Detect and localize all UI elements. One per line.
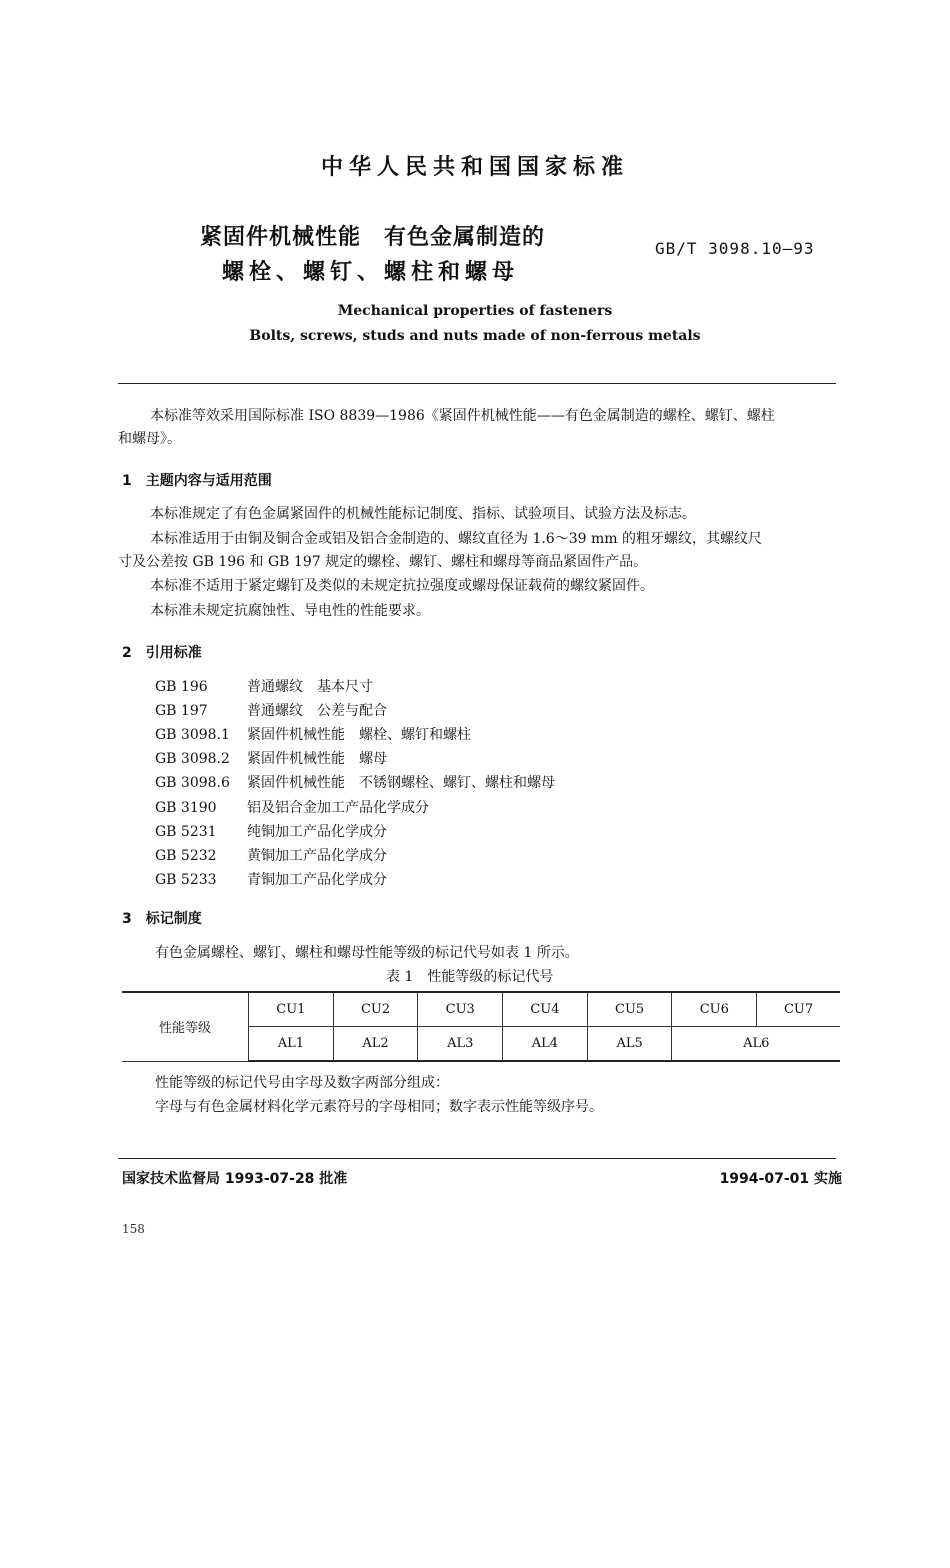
reference-item [155, 724, 471, 744]
section3-note1: 性能等级的标记代号由字母及数字两部分组成： [155, 1075, 449, 1091]
reference-title: 铝及铝合金加工产品化学成分 [247, 800, 429, 816]
reference-number: GB 3190 [155, 800, 217, 816]
reference-item [155, 821, 387, 841]
reference-number: GB 196 [155, 679, 208, 695]
intro-line1: 本标准等效采用国际标准 ISO 8839—1986《紧固件机械性能——有色金属制造的螺栓、螺钉、螺柱 [150, 408, 775, 424]
reference-title: 紧固件机械性能 螺母 [247, 751, 387, 767]
approval-text: 国家技术监督局 1993-07-28 批准 [122, 1171, 348, 1187]
table-cell-al: AL3 [418, 1027, 503, 1062]
reference-number: GB 3098.1 [155, 727, 230, 743]
reference-title: 纯铜加工产品化学成分 [247, 824, 387, 840]
table-cell-cu: CU1 [249, 992, 334, 1027]
table-cell-al: AL4 [503, 1027, 588, 1062]
grade-marking-table [122, 991, 840, 1062]
section3-note2: 字母与有色金属材料化学元素符号的字母相同；数字表示性能等级序号。 [155, 1099, 603, 1115]
table-cell-cu: CU6 [672, 992, 757, 1027]
title-cn-line1: 紧固件机械性能 有色金属制造的 [200, 225, 546, 250]
standard-code: GB/T 3098.10—93 [655, 239, 815, 258]
implementation-text: 1994-07-01 实施 [719, 1171, 842, 1187]
table-cell-cu: CU5 [587, 992, 672, 1027]
table-cell-cu: CU2 [333, 992, 418, 1027]
reference-title: 普通螺纹 基本尺寸 [247, 679, 373, 695]
section1-p2-line2: 寸及公差按 GB 196 和 GB 197 规定的螺栓、螺钉、螺柱和螺母等商品紧固件产品。 [118, 554, 648, 570]
table-cell-cu: CU3 [418, 992, 503, 1027]
section1-p2-line1: 本标准适用于由铜及铜合金或铝及铝合金制造的、螺纹直径为 1.6～39 mm 的粗牙螺纹，其螺纹尺 [150, 531, 762, 547]
reference-item [155, 700, 387, 720]
reference-number: GB 3098.6 [155, 775, 230, 791]
section1-p3: 本标准不适用于紧定螺钉及类似的未规定抗拉强度或螺母保证载荷的螺纹紧固件。 [150, 578, 654, 594]
reference-number: GB 5231 [155, 824, 217, 840]
reference-item [155, 748, 387, 768]
section1-p1: 本标准规定了有色金属紧固件的机械性能标记制度、指标、试验项目、试验方法及标志。 [150, 506, 696, 522]
reference-title: 紧固件机械性能 不锈钢螺栓、螺钉、螺柱和螺母 [247, 775, 555, 791]
reference-title: 紧固件机械性能 螺栓、螺钉和螺柱 [247, 727, 471, 743]
table-cell-al: AL1 [249, 1027, 334, 1062]
reference-number: GB 5232 [155, 848, 217, 864]
section1-p4: 本标准未规定抗腐蚀性、导电性的性能要求。 [150, 603, 430, 619]
reference-title: 青铜加工产品化学成分 [247, 872, 387, 888]
table-cell-al: AL5 [587, 1027, 672, 1062]
footer-divider [118, 1158, 836, 1159]
section3-heading: 3 标记制度 [122, 911, 202, 927]
table-cell-al: AL6 [672, 1027, 840, 1062]
reference-item [155, 797, 429, 817]
header-divider [118, 383, 836, 384]
table-cell-cu: CU4 [503, 992, 588, 1027]
section3-p1: 有色金属螺栓、螺钉、螺柱和螺母性能等级的标记代号如表 1 所示。 [155, 945, 579, 961]
reference-item [155, 869, 387, 889]
title-en-line2: Bolts, screws, studs and nuts made of non-ferrous metals [249, 328, 701, 344]
section1-heading: 1 主题内容与适用范围 [122, 473, 272, 489]
page-number: 158 [122, 1222, 145, 1236]
reference-number: GB 5233 [155, 872, 217, 888]
table-row [122, 992, 840, 1027]
reference-item [155, 845, 387, 865]
section2-heading: 2 引用标准 [122, 645, 202, 661]
table-row-header: 性能等级 [122, 992, 249, 1061]
national-standard-heading: 中华人民共和国国家标准 [320, 155, 629, 180]
reference-number: GB 197 [155, 703, 208, 719]
title-en-line1: Mechanical properties of fasteners [337, 303, 613, 319]
reference-title: 普通螺纹 公差与配合 [247, 703, 387, 719]
table-caption: 表 1 性能等级的标记代号 [386, 969, 554, 985]
reference-title: 黄铜加工产品化学成分 [247, 848, 387, 864]
reference-item [155, 676, 373, 696]
intro-line2: 和螺母》。 [118, 431, 181, 447]
reference-number: GB 3098.2 [155, 751, 230, 767]
table-cell-cu: CU7 [757, 992, 840, 1027]
title-cn-line2: 螺栓、螺钉、螺柱和螺母 [222, 260, 520, 285]
table-cell-al: AL2 [333, 1027, 418, 1062]
reference-item [155, 772, 555, 792]
